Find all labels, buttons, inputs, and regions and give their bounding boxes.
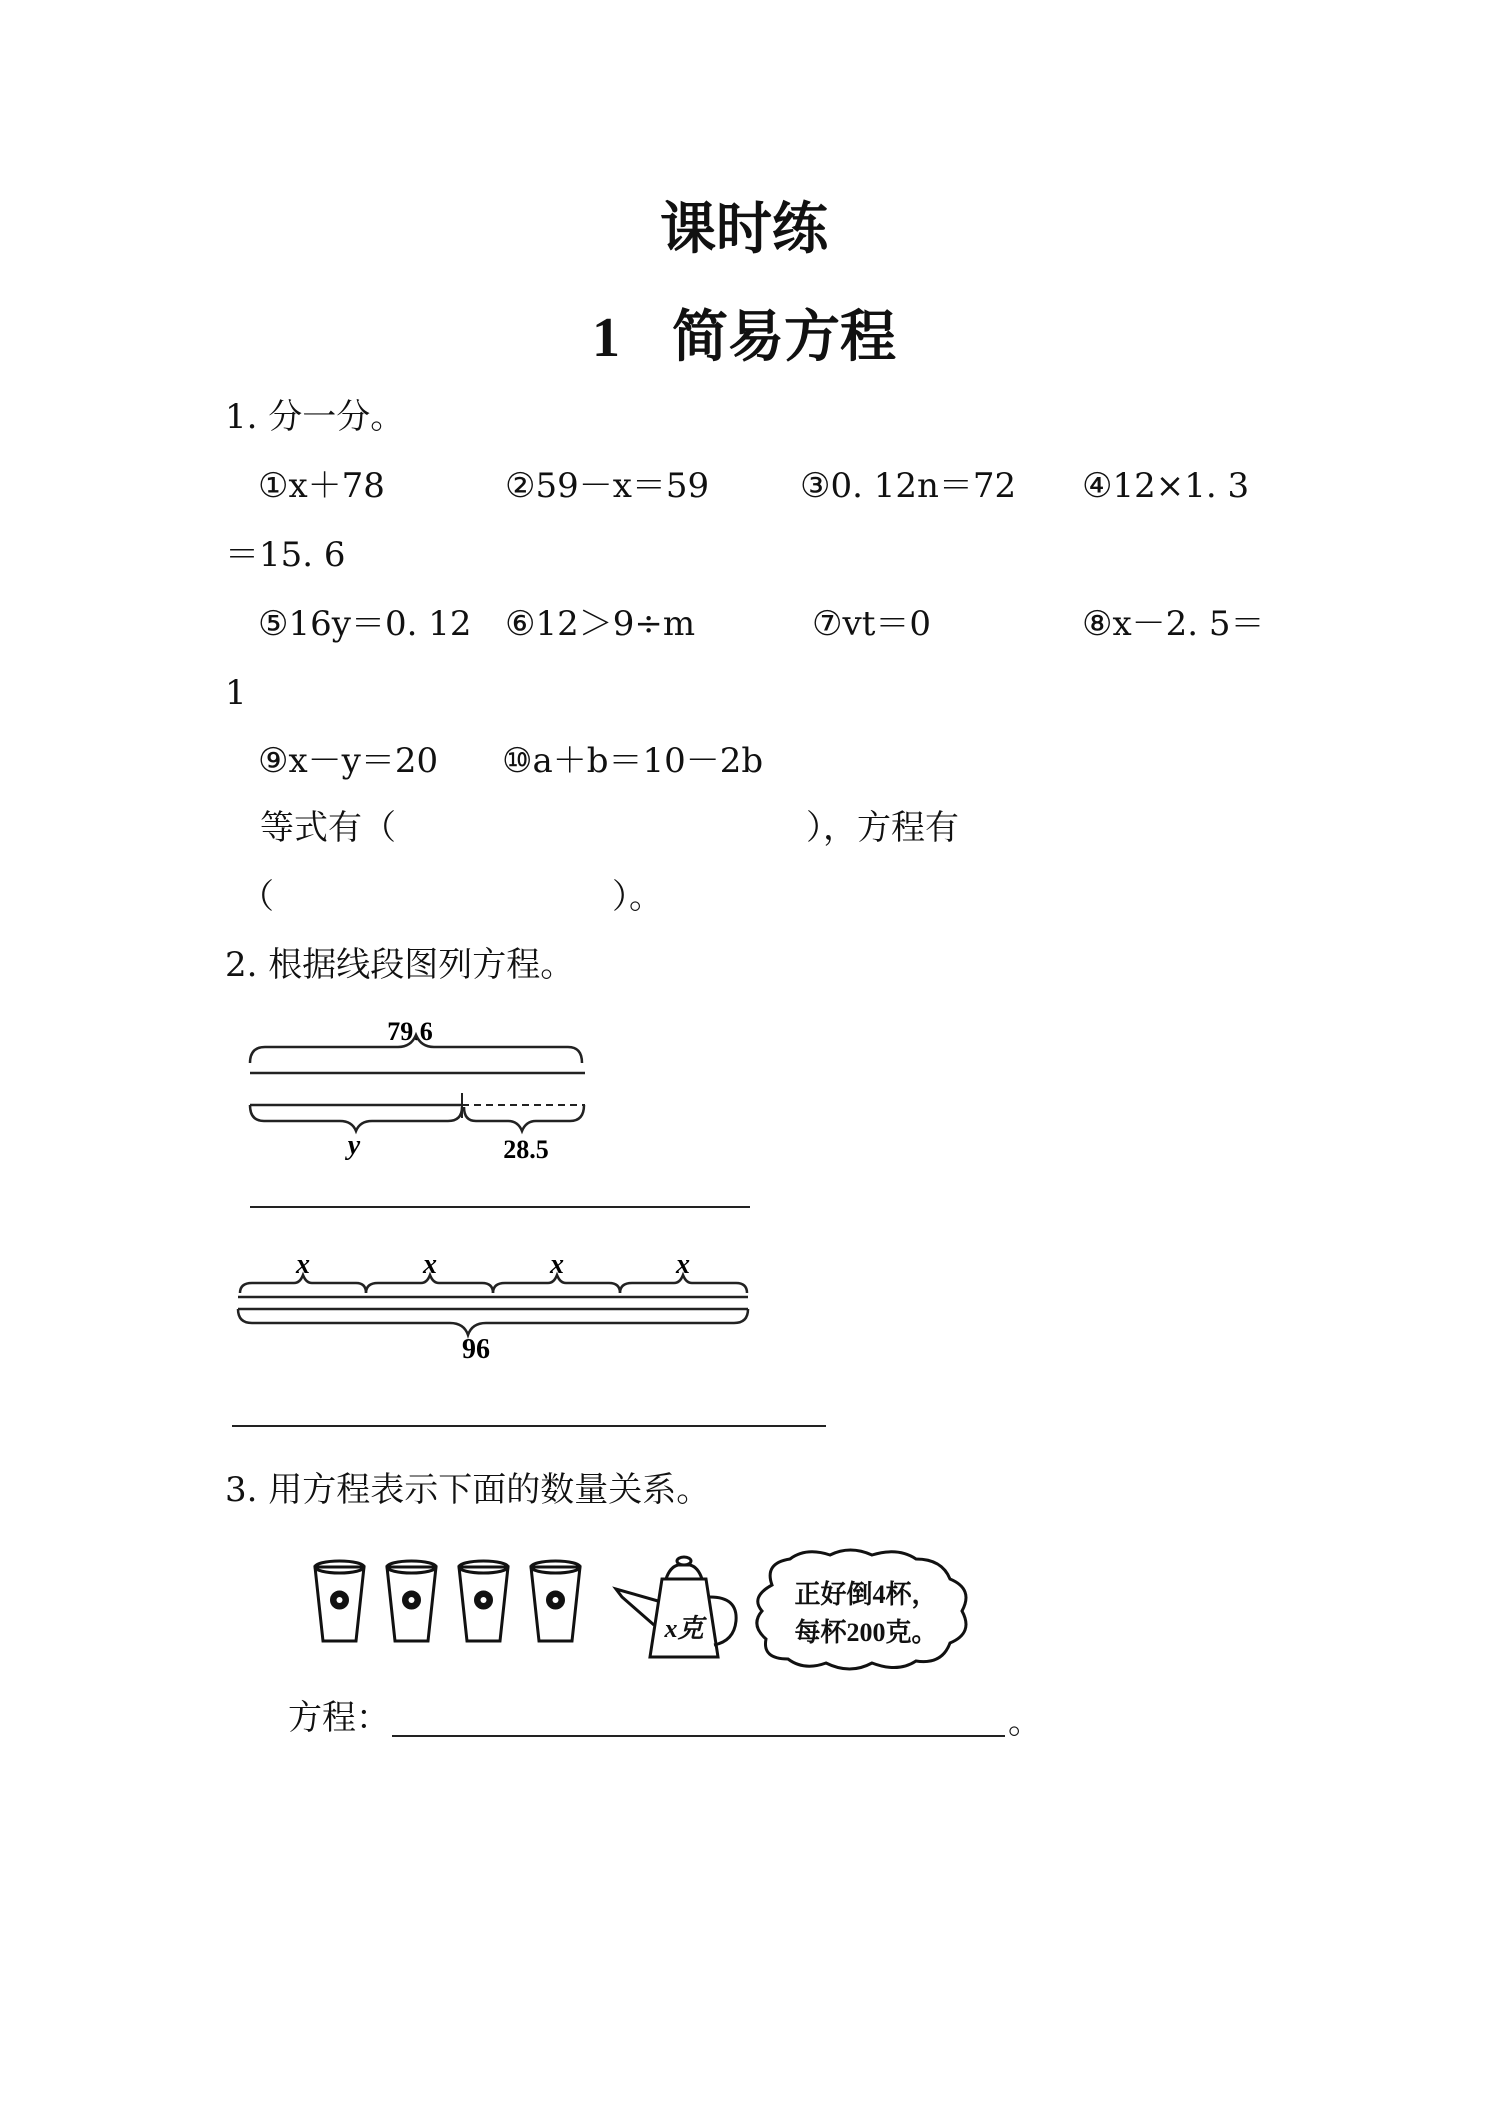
- q1-answer-equations-label: ），方程有: [806, 808, 959, 848]
- diagram2-x-labels: [295, 1249, 690, 1280]
- bubble-text-line-1: 正好倒4杯，: [794, 1580, 938, 1609]
- q3-answer-end: 。: [1008, 1702, 1042, 1742]
- diagram2-x-brace-4: [620, 1275, 747, 1293]
- q2-prompt: 2. 根据线段图列方程。: [225, 945, 575, 985]
- page-title: 课时练: [660, 197, 828, 262]
- diagram2-total-brace: [238, 1309, 748, 1335]
- lesson-title-text: 简易方程: [672, 305, 896, 370]
- cup-icon-1: [315, 1561, 364, 1641]
- diagram2-x-label-4: x: [676, 1249, 690, 1280]
- diagram1-total-label: 79.6: [387, 1017, 433, 1046]
- q2-answer-line-1[interactable]: [250, 1206, 750, 1208]
- q1-item-1: ①x＋78: [258, 466, 385, 506]
- diagram2-x-brace-3: [493, 1275, 620, 1293]
- speech-bubble: [757, 1550, 966, 1669]
- q1-answer-close-paren: ）。: [612, 877, 663, 917]
- q1-item-3: ③0. 12n＝72: [800, 466, 1017, 506]
- bubble-text-line-2: 每杯200克。: [794, 1618, 938, 1647]
- lesson-number: 1: [592, 307, 620, 369]
- cup-icon-3: [459, 1561, 508, 1641]
- q1-item-6: ⑥12＞9÷m: [505, 604, 696, 644]
- q1-item-5: ⑤16y＝0. 12: [258, 604, 472, 644]
- q1-item-9: ⑨x－y＝20: [258, 741, 439, 781]
- q1-item-4-cont: ＝15. 6: [225, 535, 346, 575]
- q3-prompt: 3. 用方程表示下面的数量关系。: [225, 1470, 711, 1510]
- diagram2-total-label: 96: [462, 1334, 490, 1365]
- q2-answer-line-2[interactable]: [232, 1425, 826, 1427]
- q1-item-7: ⑦vt＝0: [812, 604, 931, 644]
- q1-item-4: ④12×1. 3: [1082, 466, 1250, 506]
- segment-diagram-2: [230, 1245, 750, 1365]
- q1-answer-open-paren: （: [240, 877, 274, 917]
- q1-item-8: ⑧x－2. 5＝: [1082, 604, 1265, 644]
- lesson-title: [0, 293, 1488, 373]
- q3-illustration: [310, 1545, 990, 1675]
- kettle-label: x克: [664, 1614, 704, 1643]
- q1-prompt: 1. 分一分。: [225, 397, 405, 437]
- q3-answer-line[interactable]: [392, 1735, 1005, 1737]
- q3-answer-label: 方程：: [288, 1698, 390, 1738]
- diagram2-x-brace-2: [366, 1275, 493, 1293]
- segment-diagram-1: [240, 1005, 610, 1180]
- cup-icon-2: [387, 1561, 436, 1641]
- q1-answer-equalities-label: 等式有（: [260, 808, 396, 848]
- diagram1-known-brace: [464, 1105, 584, 1131]
- cup-icon-4: [531, 1561, 580, 1641]
- diagram2-x-brace-1: [240, 1275, 366, 1293]
- q1-item-8-cont: 1: [225, 673, 247, 713]
- diagram1-known-label: 28.5: [503, 1135, 549, 1164]
- diagram2-x-label-1: x: [296, 1249, 310, 1280]
- diagram1-y-brace: [250, 1105, 462, 1131]
- q1-item-10: ⑩a＋b＝10－2b: [502, 741, 764, 781]
- q1-item-2: ②59－x＝59: [505, 466, 710, 506]
- diagram2-x-label-2: x: [423, 1249, 437, 1280]
- diagram2-x-label-3: x: [550, 1249, 564, 1280]
- kettle-icon: [616, 1557, 736, 1657]
- diagram1-y-label: y: [347, 1130, 361, 1161]
